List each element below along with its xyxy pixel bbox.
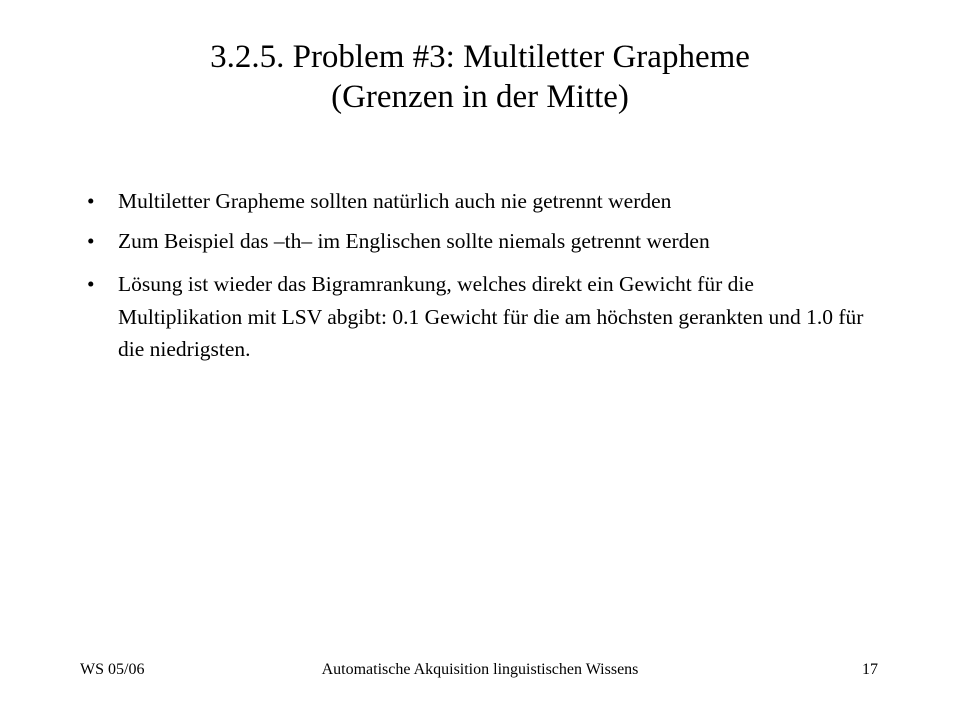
footer-course-title: Automatische Akquisition linguistischen Wissens [321, 661, 639, 678]
slide-title-line-2: (Grenzen in der Mitte) [331, 78, 629, 115]
bullet-item-2 [80, 228, 880, 256]
bullet-item-1 [80, 188, 880, 216]
bullet-text: Multiletter Grapheme sollten natürlich auch nie getrennt werden [118, 189, 672, 213]
bullet-marker: • [87, 271, 95, 296]
bullet-list [80, 188, 880, 378]
slide-title [80, 38, 880, 117]
bullet-marker: • [87, 189, 95, 213]
bullet-item-3 [80, 268, 880, 366]
footer-semester: WS 05/06 [80, 661, 145, 678]
bullet-text: Lösung ist wieder das Bigramrankung, welches direkt ein Gewicht für die Multiplikation mit LSV abgibt: 0.1 Gewicht für die am höchsten gerankten und 1.0 für die niedrigsten. [118, 271, 864, 362]
footer-page-number: 17 [862, 661, 878, 678]
slide-title-line-1: 3.2.5. Problem #3: Multiletter Grapheme [210, 39, 750, 75]
bullet-marker: • [87, 228, 95, 253]
bullet-text: Zum Beispiel das –th– im Englischen sollte niemals getrennt werden [118, 228, 710, 253]
